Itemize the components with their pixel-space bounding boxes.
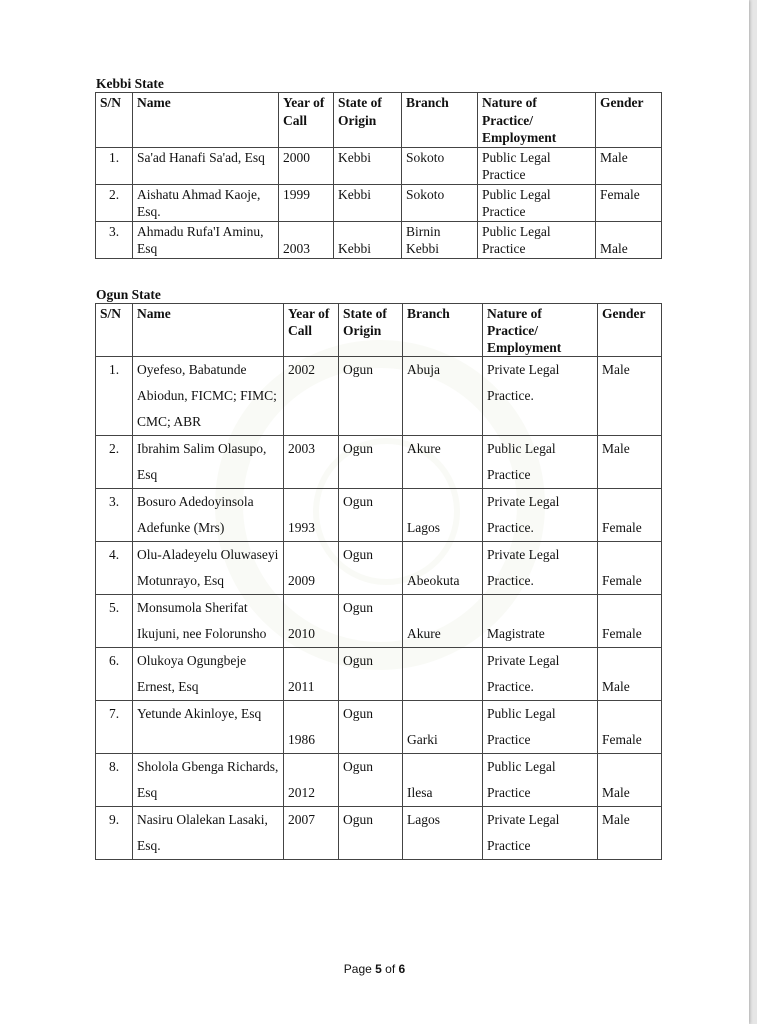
cell-year: 2009	[284, 542, 339, 595]
header-gender: Gender	[596, 93, 662, 148]
kebbi-section-title: Kebbi State	[96, 76, 164, 91]
ogun-section-title: Ogun State	[96, 287, 161, 302]
cell-sn: 5.	[96, 595, 133, 648]
cell-name: Sa'ad Hanafi Sa'ad, Esq	[133, 147, 279, 184]
cell-origin: Ogun	[339, 436, 403, 489]
cell-sn: 2.	[96, 184, 133, 221]
cell-year: 2003	[284, 436, 339, 489]
cell-name: Monsumola Sherifat Ikujuni, nee Folorunsho	[133, 595, 284, 648]
header-branch: Branch	[402, 93, 478, 148]
cell-nature: Magistrate	[483, 595, 598, 648]
cell-gender: Female	[596, 184, 662, 221]
cell-name: Yetunde Akinloye, Esq	[133, 701, 284, 754]
cell-origin: Ogun	[339, 701, 403, 754]
cell-branch: Lagos	[403, 489, 483, 542]
cell-branch: Garki	[403, 701, 483, 754]
cell-origin: Ogun	[339, 489, 403, 542]
cell-origin: Ogun	[339, 542, 403, 595]
cell-year: 2002	[284, 357, 339, 436]
kebbi-header-row	[96, 93, 662, 148]
table-row	[96, 754, 662, 807]
cell-gender: Female	[598, 701, 662, 754]
cell-nature: Public Legal Practice	[478, 184, 596, 221]
cell-name: Aishatu Ahmad Kaoje, Esq.	[133, 184, 279, 221]
cell-gender: Female	[598, 542, 662, 595]
cell-name: Olukoya Ogungbeje Ernest, Esq	[133, 648, 284, 701]
kebbi-table	[95, 92, 662, 259]
cell-gender: Female	[598, 489, 662, 542]
cell-sn: 7.	[96, 701, 133, 754]
table-row	[96, 147, 662, 184]
header-nature: Nature of Practice/ Employment	[478, 93, 596, 148]
cell-name: Sholola Gbenga Richards, Esq	[133, 754, 284, 807]
cell-origin: Ogun	[339, 754, 403, 807]
header-year: Year of Call	[284, 304, 339, 357]
table-row	[96, 489, 662, 542]
table-row	[96, 436, 662, 489]
cell-origin: Ogun	[339, 648, 403, 701]
cell-origin: Ogun	[339, 595, 403, 648]
cell-sn: 1.	[96, 357, 133, 436]
cell-sn: 1.	[96, 147, 133, 184]
page-footer	[0, 962, 749, 976]
cell-name: Oyefeso, Babatunde Abiodun, FICMC; FIMC; CMC; ABR	[133, 357, 284, 436]
header-name: Name	[133, 93, 279, 148]
cell-branch: Birnin Kebbi	[402, 221, 478, 258]
cell-year: 2012	[284, 754, 339, 807]
ogun-table	[95, 303, 662, 860]
cell-branch: Lagos	[403, 807, 483, 860]
cell-nature: Public Legal Practice	[478, 221, 596, 258]
cell-branch: Sokoto	[402, 184, 478, 221]
cell-nature: Public Legal Practice	[483, 701, 598, 754]
cell-name: Ahmadu Rufa'I Aminu, Esq	[133, 221, 279, 258]
header-branch: Branch	[403, 304, 483, 357]
header-nature: Nature of Practice/ Employment	[483, 304, 598, 357]
table-row	[96, 595, 662, 648]
cell-branch: Abeokuta	[403, 542, 483, 595]
cell-branch: Abuja	[403, 357, 483, 436]
cell-branch	[403, 648, 483, 701]
cell-nature: Private Legal Practice.	[483, 357, 598, 436]
cell-year: 2007	[284, 807, 339, 860]
cell-origin: Kebbi	[334, 221, 402, 258]
cell-name: Ibrahim Salim Olasupo, Esq	[133, 436, 284, 489]
cell-gender: Female	[598, 595, 662, 648]
table-row	[96, 357, 662, 436]
cell-nature: Public Legal Practice	[478, 147, 596, 184]
cell-nature: Private Legal Practice	[483, 807, 598, 860]
cell-sn: 6.	[96, 648, 133, 701]
cell-sn: 2.	[96, 436, 133, 489]
cell-branch: Sokoto	[402, 147, 478, 184]
header-year: Year of Call	[279, 93, 334, 148]
footer-page-number: 5	[375, 962, 382, 976]
cell-gender: Male	[598, 807, 662, 860]
cell-year: 1986	[284, 701, 339, 754]
ogun-header-row	[96, 304, 662, 357]
cell-sn: 4.	[96, 542, 133, 595]
header-sn: S/N	[96, 93, 133, 148]
header-sn: S/N	[96, 304, 133, 357]
cell-nature: Public Legal Practice	[483, 436, 598, 489]
footer-of-word: of	[385, 962, 396, 976]
cell-year: 2011	[284, 648, 339, 701]
cell-sn: 3.	[96, 489, 133, 542]
cell-sn: 9.	[96, 807, 133, 860]
cell-branch: Ilesa	[403, 754, 483, 807]
header-origin: State of Origin	[334, 93, 402, 148]
cell-gender: Male	[598, 357, 662, 436]
cell-gender: Male	[598, 436, 662, 489]
footer-page-word: Page	[343, 962, 372, 976]
cell-sn: 8.	[96, 754, 133, 807]
header-origin: State of Origin	[339, 304, 403, 357]
cell-nature: Private Legal Practice.	[483, 542, 598, 595]
cell-nature: Private Legal Practice.	[483, 489, 598, 542]
cell-gender: Male	[596, 147, 662, 184]
cell-year: 2000	[279, 147, 334, 184]
cell-year: 2010	[284, 595, 339, 648]
table-row	[96, 648, 662, 701]
cell-nature: Private Legal Practice.	[483, 648, 598, 701]
cell-branch: Akure	[403, 595, 483, 648]
header-name: Name	[133, 304, 284, 357]
cell-gender: Male	[598, 754, 662, 807]
cell-year: 1993	[284, 489, 339, 542]
cell-gender: Male	[598, 648, 662, 701]
table-row	[96, 542, 662, 595]
header-gender: Gender	[598, 304, 662, 357]
cell-year: 1999	[279, 184, 334, 221]
cell-origin: Ogun	[339, 807, 403, 860]
cell-origin: Ogun	[339, 357, 403, 436]
cell-year: 2003	[279, 221, 334, 258]
cell-origin: Kebbi	[334, 184, 402, 221]
table-row	[96, 221, 662, 258]
footer-total-pages: 6	[398, 962, 406, 976]
cell-nature: Public Legal Practice	[483, 754, 598, 807]
cell-sn: 3.	[96, 221, 133, 258]
table-row	[96, 807, 662, 860]
cell-name: Olu-Aladeyelu Oluwaseyi Motunrayo, Esq	[133, 542, 284, 595]
table-row	[96, 184, 662, 221]
table-row	[96, 701, 662, 754]
cell-gender: Male	[596, 221, 662, 258]
cell-branch: Akure	[403, 436, 483, 489]
cell-name: Nasiru Olalekan Lasaki, Esq.	[133, 807, 284, 860]
cell-name: Bosuro Adedoyinsola Adefunke (Mrs)	[133, 489, 284, 542]
cell-origin: Kebbi	[334, 147, 402, 184]
